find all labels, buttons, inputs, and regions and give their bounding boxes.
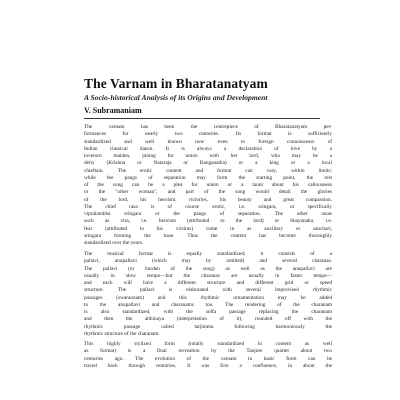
text-line: of the lord, his heroism, victories, his beauty and great compassion. bbox=[84, 196, 332, 203]
text-line: The pallavi (or burden of the song) as well as the anupallavi are bbox=[84, 265, 332, 272]
text-line: Indian classical dance. It is always a declaration of love by a bbox=[84, 145, 332, 152]
paragraph-3 bbox=[84, 341, 332, 370]
text-line: passages (swaraonam) and this rhythmic ornamentation may be added bbox=[84, 294, 332, 301]
text-line: or the "other woman", and part of the song would detail the glories bbox=[84, 189, 332, 196]
text-line: such as vira, i.e. heroism (attributed to the lord) or bhayanaka, i.e. bbox=[84, 218, 332, 225]
text-line: formances for nearly two centuries. Its format is sufficiently bbox=[84, 131, 332, 138]
text-line: lovelorn maiden, pining for union with her lord, who may be a bbox=[84, 153, 332, 159]
text-line: and then the abhinaya (interpretation of it), rounded off with the bbox=[84, 316, 332, 323]
text-line: pallavi, anupallavi (which may by omitted) and several charanas. bbox=[84, 258, 332, 265]
text-line: The chief rasa is of course erotic, i.e. sringara, or specifically bbox=[84, 203, 332, 210]
text-line: fear (attributed to his victims) come in as auxiliary or sanchari, bbox=[84, 225, 332, 232]
text-line: The musical format is equally standardized; it consists of a bbox=[84, 251, 332, 257]
article-title: The Varnam in Bharatanatyam bbox=[84, 76, 268, 91]
text-line: The varnam has been the centrepiece of Bharatanatyam per- bbox=[84, 124, 332, 130]
text-line: standardized over the years. bbox=[84, 240, 144, 246]
text-line: centuries ago. The evolution of the varnam in basic form can be bbox=[84, 355, 332, 362]
text-line: vipralambha sringara or the pangs of separation. The other rasas bbox=[84, 211, 332, 217]
text-line: sringara forming the base. Thus the content has become thoroughly bbox=[84, 232, 332, 239]
text-line: standardized and well known now even to foreign connoisseurs of bbox=[84, 138, 332, 145]
text-line: usually in slow tempo—but the charanas are usually in faster tempo— bbox=[84, 272, 332, 279]
paragraph-1 bbox=[84, 124, 332, 247]
text-line: as format) is a final recreation by the Tanjore quartet about two bbox=[84, 348, 332, 355]
article-subtitle: A Socio-historical Analysis of its Origins and Development bbox=[84, 93, 268, 102]
header-divider bbox=[84, 118, 320, 119]
text-line: deity (Krishna or Nataraja or Ranganatha) or a king or a local bbox=[84, 160, 332, 167]
text-line: while the pangs of separation may form the starting point, the rest bbox=[84, 174, 332, 181]
text-line: chieftain. The erotic content and format can vary, within limits: bbox=[84, 167, 332, 174]
text-line: rhythmic passage called tatjimmu following harmoniously the bbox=[84, 323, 332, 330]
article-author: V. Subramaniam bbox=[84, 106, 142, 115]
text-line: This highly stylized form (totally standardized in content as well bbox=[84, 341, 332, 347]
text-line: is also standardized, with the solfa passage replacing the charanam bbox=[84, 309, 332, 315]
text-line: structure. The pallavi is elaborated with several improvised rhythmic bbox=[84, 287, 332, 294]
text-line: rhythmic structure of the charanam. bbox=[84, 330, 160, 337]
text-line: traced back through centuries. It was first a confluence, in about the bbox=[84, 362, 332, 369]
paragraph-2 bbox=[84, 251, 332, 338]
text-line: to the anupallavi and charanams too. The rendering of the charanam bbox=[84, 301, 332, 308]
text-line: and each will have a different structure and different grid or speed bbox=[84, 280, 332, 286]
text-line: of the song can be a plea for union or a taunt about his callousness bbox=[84, 182, 332, 188]
